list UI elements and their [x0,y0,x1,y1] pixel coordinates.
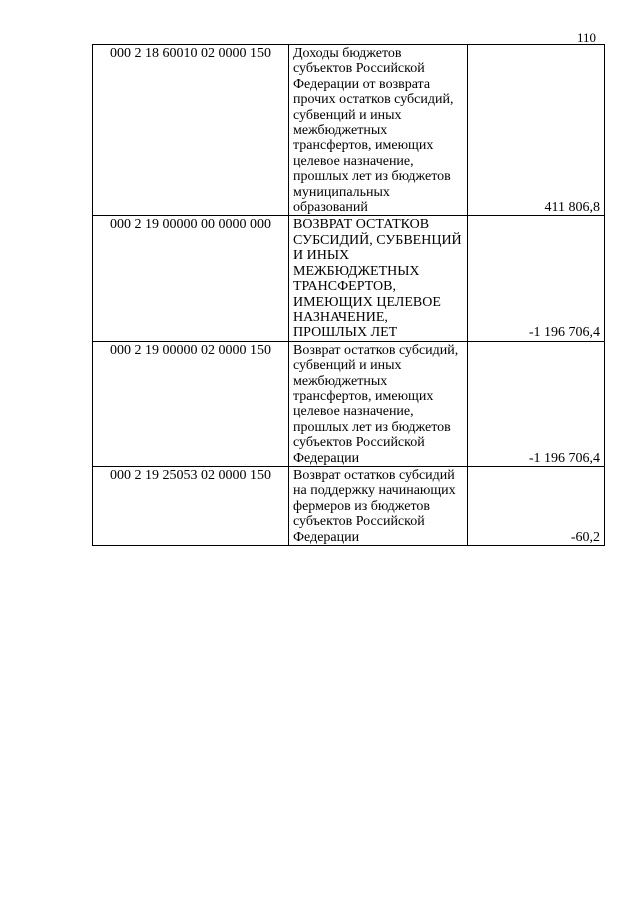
budget-revenue-table [92,44,605,546]
table-row [93,466,605,545]
budget-classification-code: 000 2 19 25053 02 0000 150 [93,466,289,545]
budget-classification-code: 000 2 19 00000 02 0000 150 [93,341,289,466]
revenue-item-name: Доходы бюджетов субъектов Российской Федерации от возврата прочих остатков субсидий, субвенций и иных межбюджетных трансфертов, имеющих целевое назначение, прошлых лет из бюджетов муниципальных образований [289,45,468,216]
amount-value: -60,2 [468,466,605,545]
table-row [93,216,605,341]
budget-classification-code: 000 2 18 60010 02 0000 150 [93,45,289,216]
amount-value: -1 196 706,4 [468,216,605,341]
budget-classification-code: 000 2 19 00000 00 0000 000 [93,216,289,341]
revenue-item-name: Возврат остатков субсидий, субвенций и иных межбюджетных трансфертов, имеющих целевое назначение, прошлых лет из бюджетов субъектов Российской Федерации [289,341,468,466]
revenue-item-name: Возврат остатков субсидий на поддержку начинающих фермеров из бюджетов субъектов Российской Федерации [289,466,468,545]
table-row [93,341,605,466]
page-number: 110 [576,30,596,45]
amount-value: 411 806,8 [468,45,605,216]
revenue-item-name: ВОЗВРАТ ОСТАТКОВ СУБСИДИЙ, СУБВЕНЦИЙ И ИНЫХ МЕЖБЮДЖЕТНЫХ ТРАНСФЕРТОВ, ИМЕЮЩИХ ЦЕЛЕВОЕ НАЗНАЧЕНИЕ, ПРОШЛЫХ ЛЕТ [289,216,468,341]
amount-value: -1 196 706,4 [468,341,605,466]
table-row [93,45,605,216]
